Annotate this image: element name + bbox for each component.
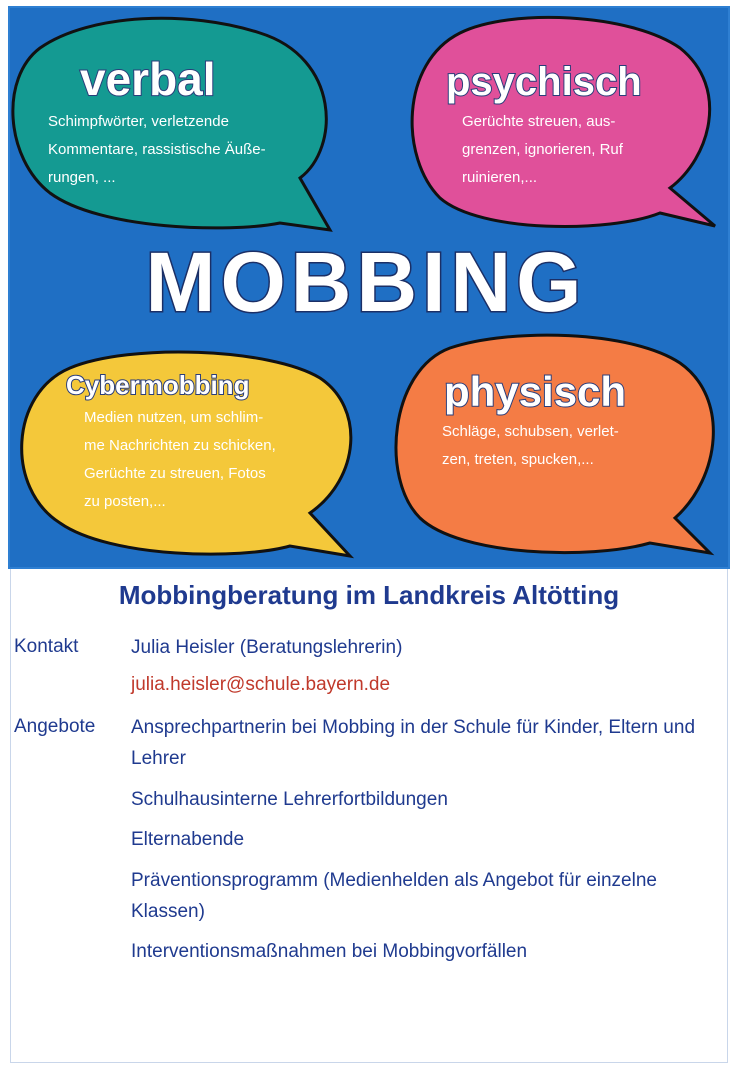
offers-label: Angebote <box>14 716 96 737</box>
offer-item: Präventionsprogramm (Medienhelden als Angebot für einzelne Klassen) <box>131 870 657 922</box>
psychisch-text: Gerüchte streuen, aus- grenzen, ignorieren, Ruf ruinieren,... <box>462 113 623 186</box>
mobbing-poster <box>8 6 730 569</box>
psychisch-title: psychisch <box>446 60 642 104</box>
cyber-title: Cybermobbing <box>66 370 250 400</box>
offer-item: Schulhausinterne Lehrerfortbildungen <box>131 789 448 810</box>
verbal-text: Schimpfwörter, verletzende Kommentare, rassistische Äuße- rungen, ... <box>48 113 266 186</box>
info-title: Mobbingberatung im Landkreis Altötting <box>118 580 620 610</box>
contact-name: Julia Heisler (Beratungslehrerin) <box>131 637 403 658</box>
offer-item: Ansprechpartnerin bei Mobbing in der Schule für Kinder, Eltern und Lehrer <box>131 717 696 769</box>
offer-item: Elternabende <box>131 829 245 850</box>
verbal-title: verbal <box>80 53 216 105</box>
mobbing-headline: MOBBING <box>145 235 587 329</box>
physisch-text: Schläge, schubsen, verlet- zen, treten, spucken,... <box>442 423 619 468</box>
contact-email-link[interactable]: julia.heisler@schule.bayern.de <box>131 674 391 695</box>
contact-label: Kontakt <box>14 636 79 657</box>
offer-item: Interventionsmaßnahmen bei Mobbingvorfällen <box>131 941 528 962</box>
cyber-text: Medien nutzen, um schlim- me Nachrichten zu schicken, Gerüchte zu streuen, Fotos zu posten,... <box>84 409 276 510</box>
physisch-title: physisch <box>444 368 627 415</box>
